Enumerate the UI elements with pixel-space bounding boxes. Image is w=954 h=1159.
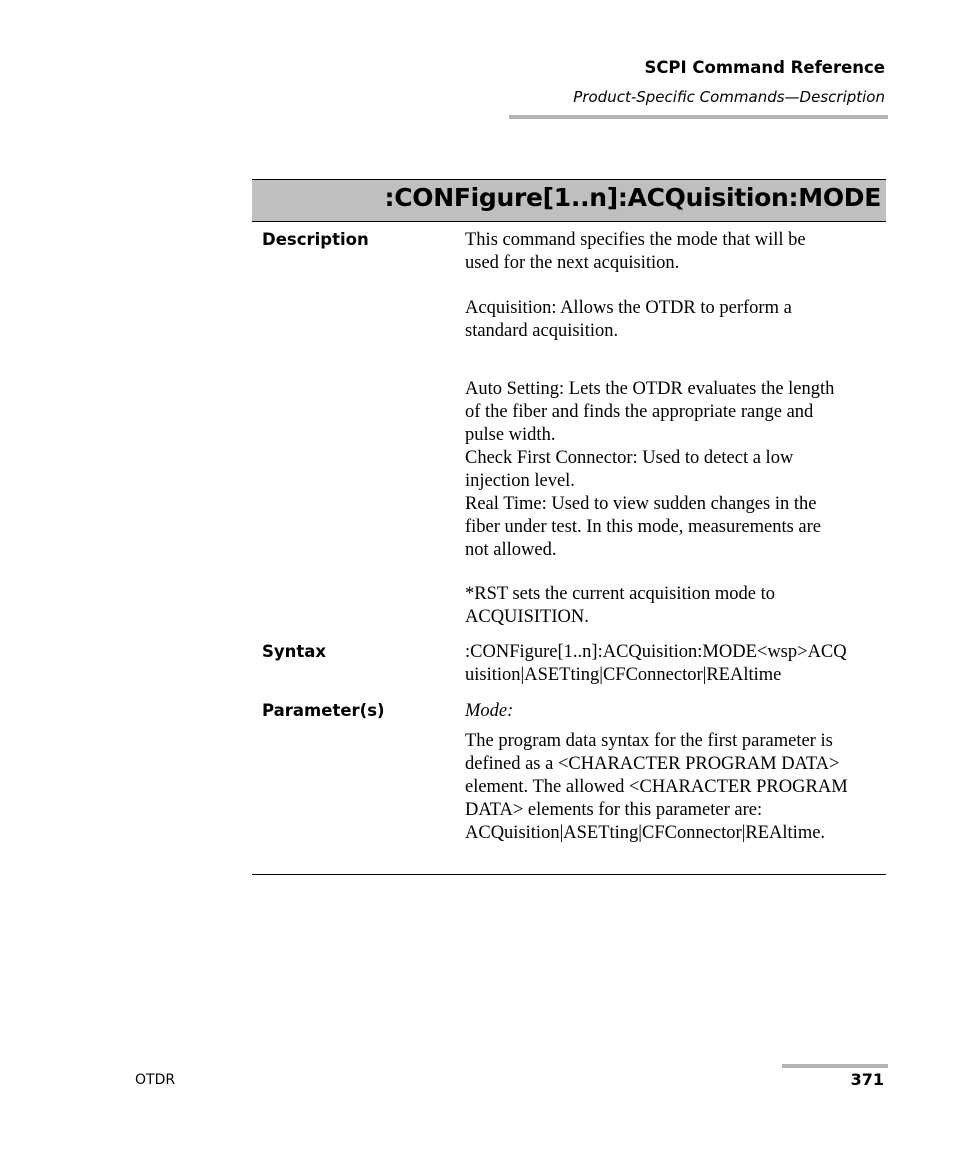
table-bottom-rule	[252, 874, 886, 875]
text-line: uisition|ASETting|CFConnector|REAltime	[465, 665, 782, 685]
footer-product: OTDR	[135, 1072, 176, 1088]
description-paragraph-4	[465, 583, 890, 629]
text-line: standard acquisition.	[465, 321, 619, 341]
text-line: ACQUISITION.	[465, 607, 589, 627]
text-line: :CONFigure[1..n]:ACQuisition:MODE<wsp>ACQ	[465, 642, 847, 662]
description-paragraph-3	[465, 378, 890, 562]
text-line: defined as a <CHARACTER PROGRAM DATA>	[465, 754, 840, 774]
description-label: Description	[262, 230, 369, 249]
text-line: The program data syntax for the first parameter is	[465, 731, 833, 751]
text-line: Auto Setting: Lets the OTDR evaluates the length	[465, 379, 835, 399]
page-number: 371	[850, 1070, 884, 1089]
command-title-bar	[252, 179, 886, 222]
parameters-label: Parameter(s)	[262, 701, 385, 720]
text-line: fiber under test. In this mode, measurements are	[465, 517, 822, 537]
text-line: DATA> elements for this parameter are:	[465, 800, 763, 820]
text-line: of the fiber and finds the appropriate range and	[465, 402, 814, 422]
description-paragraph-1	[465, 229, 890, 275]
text-line: pulse width.	[465, 425, 556, 445]
text-line: Check First Connector: Used to detect a low	[465, 448, 794, 468]
text-line: This command specifies the mode that will be	[465, 230, 806, 250]
text-line: injection level.	[465, 471, 575, 491]
text-line: ACQuisition|ASETting|CFConnector|REAltime.	[465, 823, 826, 843]
parameter-name: Mode:	[465, 701, 514, 721]
text-line: not allowed.	[465, 540, 557, 560]
text-line: used for the next acquisition.	[465, 253, 680, 273]
text-line: Real Time: Used to view sudden changes in the	[465, 494, 817, 514]
text-line: *RST sets the current acquisition mode to	[465, 584, 776, 604]
footer-divider	[782, 1064, 888, 1068]
text-line: Acquisition: Allows the OTDR to perform a	[465, 298, 792, 318]
syntax-text	[465, 641, 890, 687]
command-title: :CONFigure[1..n]:ACQuisition:MODE	[384, 183, 881, 212]
parameter-description	[465, 730, 890, 845]
text-line: element. The allowed <CHARACTER PROGRAM	[465, 777, 848, 797]
page-header-title: SCPI Command Reference	[644, 58, 885, 77]
description-paragraph-2	[465, 297, 890, 343]
syntax-label: Syntax	[262, 642, 327, 661]
page-header-subtitle: Product-Specific Commands—Description	[573, 88, 885, 106]
header-divider	[509, 115, 888, 119]
